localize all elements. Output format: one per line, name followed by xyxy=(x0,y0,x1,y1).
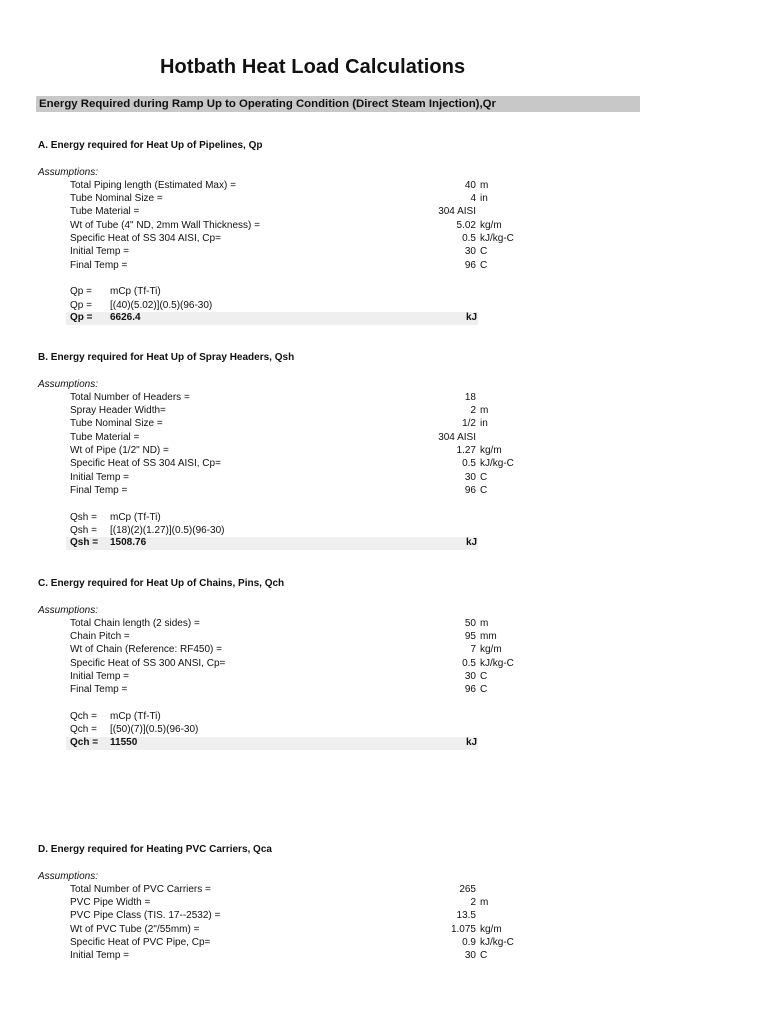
assumption-unit: C xyxy=(480,484,488,496)
assumption-label: Total Number of Headers = xyxy=(70,391,190,403)
result-lhs: Qp = xyxy=(70,311,93,323)
assumption-unit: C xyxy=(480,246,488,258)
assumption-row xyxy=(0,683,768,696)
assumption-row xyxy=(0,192,768,205)
equation-row xyxy=(0,299,768,312)
equation-rhs: mCp (Tf-Ti) xyxy=(110,286,161,298)
section-heading: C. Energy required for Heat Up of Chains, Pins, Qch xyxy=(38,578,285,589)
assumption-value: 4 xyxy=(470,193,476,205)
assumption-row xyxy=(0,949,768,962)
equation-rhs: [(40)(5.02)](0.5)(96-30) xyxy=(110,299,213,311)
assumption-unit: kJ/kg-C xyxy=(480,233,514,244)
assumption-value: 265 xyxy=(459,883,476,895)
assumption-label: Spray Header Width= xyxy=(70,405,166,417)
result-row xyxy=(66,537,478,550)
assumptions-label: Assumptions: xyxy=(38,166,99,178)
assumption-unit: m xyxy=(480,897,489,909)
assumption-row xyxy=(0,617,768,630)
assumption-label: Final Temp = xyxy=(70,259,128,271)
result-unit: kJ xyxy=(466,537,478,549)
assumption-value: 18 xyxy=(464,391,476,403)
assumption-row xyxy=(0,245,768,258)
assumption-label: Wt of PVC Tube (2"/55mm) = xyxy=(70,923,200,935)
assumption-row xyxy=(0,431,768,444)
assumption-label: Tube Nominal Size = xyxy=(70,418,163,430)
assumption-unit: mm xyxy=(480,631,497,643)
assumption-row xyxy=(0,630,768,643)
page-title: Hotbath Heat Load Calculations xyxy=(160,56,466,78)
assumption-label: Initial Temp = xyxy=(70,671,130,682)
assumption-value: 1.075 xyxy=(450,923,476,935)
assumption-row xyxy=(0,259,768,272)
assumption-row xyxy=(0,404,768,417)
assumption-label: Initial Temp = xyxy=(70,950,130,962)
assumption-label: Wt of Pipe (1/2" ND) = xyxy=(70,445,169,456)
assumption-label: PVC Pipe Width = xyxy=(70,897,151,909)
assumption-value: 96 xyxy=(464,259,476,271)
equation-lhs: Qp = xyxy=(70,286,92,298)
assumption-label: Final Temp = xyxy=(70,484,128,496)
equation-lhs: Qch = xyxy=(70,710,97,722)
equation-rhs: [(18)(2)(1.27)](0.5)(96-30) xyxy=(110,524,225,536)
equation-lhs: Qp = xyxy=(70,299,92,311)
equation-row xyxy=(0,524,768,537)
assumption-value: 1/2 xyxy=(462,418,476,430)
assumption-row xyxy=(0,391,768,404)
assumption-row xyxy=(0,471,768,484)
assumption-value: 95 xyxy=(464,631,476,643)
assumption-unit: C xyxy=(480,950,488,962)
assumption-label: Final Temp = xyxy=(70,684,128,696)
assumption-row xyxy=(0,444,768,457)
assumption-value: 40 xyxy=(464,179,476,191)
assumption-unit: kJ/kg-C xyxy=(480,937,514,948)
assumption-row xyxy=(0,205,768,218)
assumption-value: 0.5 xyxy=(462,657,476,669)
assumption-unit: C xyxy=(480,671,488,682)
equation-row xyxy=(0,710,768,723)
assumption-unit: m xyxy=(480,179,489,191)
result-unit: kJ xyxy=(466,311,478,323)
assumption-row xyxy=(0,657,768,670)
assumption-unit: kg/m xyxy=(480,445,502,456)
assumption-row xyxy=(0,896,768,909)
assumption-label: Initial Temp = xyxy=(70,471,130,483)
assumption-value: 2 xyxy=(470,897,476,909)
assumption-row xyxy=(0,883,768,896)
assumption-row xyxy=(0,909,768,922)
assumption-label: Total Chain length (2 sides) = xyxy=(70,617,200,629)
assumption-unit: C xyxy=(480,259,488,271)
assumption-value: 13.5 xyxy=(456,910,476,922)
assumption-value: 2 xyxy=(470,405,476,417)
assumption-value: 30 xyxy=(464,246,476,258)
assumption-value: 5.02 xyxy=(456,219,476,231)
section-heading: D. Energy required for Heating PVC Carriers, Qca xyxy=(38,844,272,855)
assumption-value: 0.9 xyxy=(462,937,476,948)
equation-row xyxy=(0,723,768,736)
result-value: 6626.4 xyxy=(110,311,141,323)
assumption-label: Tube Material = xyxy=(70,206,140,218)
assumption-value: 96 xyxy=(464,484,476,496)
assumption-unit: kJ/kg-C xyxy=(480,458,514,470)
assumption-row xyxy=(0,417,768,430)
result-value: 11550 xyxy=(110,736,138,748)
assumption-unit: C xyxy=(480,471,488,483)
assumption-label: Specific Heat of SS 304 AISI, Cp= xyxy=(70,233,221,244)
assumption-value: 96 xyxy=(464,684,476,696)
result-row xyxy=(66,737,478,750)
assumption-row xyxy=(0,219,768,232)
equation-row xyxy=(0,511,768,524)
assumption-unit: kg/m xyxy=(480,219,502,231)
assumption-label: Chain Pitch = xyxy=(70,631,130,643)
result-value: 1508.76 xyxy=(110,537,147,549)
assumption-row xyxy=(0,232,768,245)
assumption-value: 0.5 xyxy=(462,458,476,470)
assumption-value: 304 AISI xyxy=(438,206,476,218)
section-heading: B. Energy required for Heat Up of Spray Headers, Qsh xyxy=(38,352,295,363)
result-row xyxy=(66,312,478,325)
assumption-unit: m xyxy=(480,617,489,629)
assumption-label: Total Number of PVC Carriers = xyxy=(70,883,211,895)
assumption-value: 7 xyxy=(470,644,476,656)
assumption-unit: kg/m xyxy=(480,923,502,935)
result-lhs: Qch = xyxy=(70,736,99,748)
assumption-value: 0.5 xyxy=(462,233,476,244)
assumption-unit: kg/m xyxy=(480,644,502,656)
result-unit: kJ xyxy=(466,736,478,748)
assumption-label: Specific Heat of SS 304 AISI, Cp= xyxy=(70,458,221,470)
assumption-value: 304 AISI xyxy=(438,431,476,443)
assumption-label: Tube Material = xyxy=(70,431,140,443)
equation-row xyxy=(0,285,768,298)
assumption-unit: C xyxy=(480,684,488,696)
equation-rhs: mCp (Tf-Ti) xyxy=(110,511,161,523)
equation-lhs: Qch = xyxy=(70,724,97,736)
assumptions-label: Assumptions: xyxy=(38,378,99,390)
assumption-label: Wt of Tube (4" ND, 2mm Wall Thickness) = xyxy=(70,219,260,231)
equation-rhs: mCp (Tf-Ti) xyxy=(110,710,161,722)
assumption-row xyxy=(0,484,768,497)
assumption-label: Specific Heat of PVC Pipe, Cp= xyxy=(70,937,211,948)
assumption-label: Tube Nominal Size = xyxy=(70,193,163,205)
assumptions-label: Assumptions: xyxy=(38,604,99,616)
assumption-value: 50 xyxy=(464,617,476,629)
assumption-row xyxy=(0,923,768,936)
assumption-unit: m xyxy=(480,405,489,417)
assumption-row xyxy=(0,457,768,470)
assumption-value: 30 xyxy=(464,950,476,962)
assumption-label: Initial Temp = xyxy=(70,246,130,258)
assumptions-label: Assumptions: xyxy=(38,870,99,882)
assumption-row xyxy=(0,643,768,656)
equation-rhs: [(50)(7)](0.5)(96-30) xyxy=(110,724,199,736)
assumption-value: 30 xyxy=(464,671,476,682)
assumption-row xyxy=(0,179,768,192)
equation-lhs: Qsh = xyxy=(70,511,97,523)
assumption-unit: kJ/kg-C xyxy=(480,657,514,669)
assumption-unit: in xyxy=(480,193,488,205)
assumption-label: Wt of Chain (Reference: RF450) = xyxy=(70,644,223,656)
assumption-row xyxy=(0,936,768,949)
equation-lhs: Qsh = xyxy=(70,524,97,536)
section-banner: Energy Required during Ramp Up to Operating Condition (Direct Steam Injection),Qr xyxy=(36,96,640,112)
assumption-row xyxy=(0,670,768,683)
assumption-value: 1.27 xyxy=(456,445,476,456)
assumption-label: PVC Pipe Class (TIS. 17--2532) = xyxy=(70,910,221,922)
result-lhs: Qsh = xyxy=(70,537,99,549)
assumption-label: Total Piping length (Estimated Max) = xyxy=(70,179,236,191)
section-heading: A. Energy required for Heat Up of Pipelines, Qp xyxy=(38,140,263,151)
assumption-value: 30 xyxy=(464,471,476,483)
assumption-label: Specific Heat of SS 300 ANSI, Cp= xyxy=(70,657,226,669)
assumption-unit: in xyxy=(480,418,488,430)
